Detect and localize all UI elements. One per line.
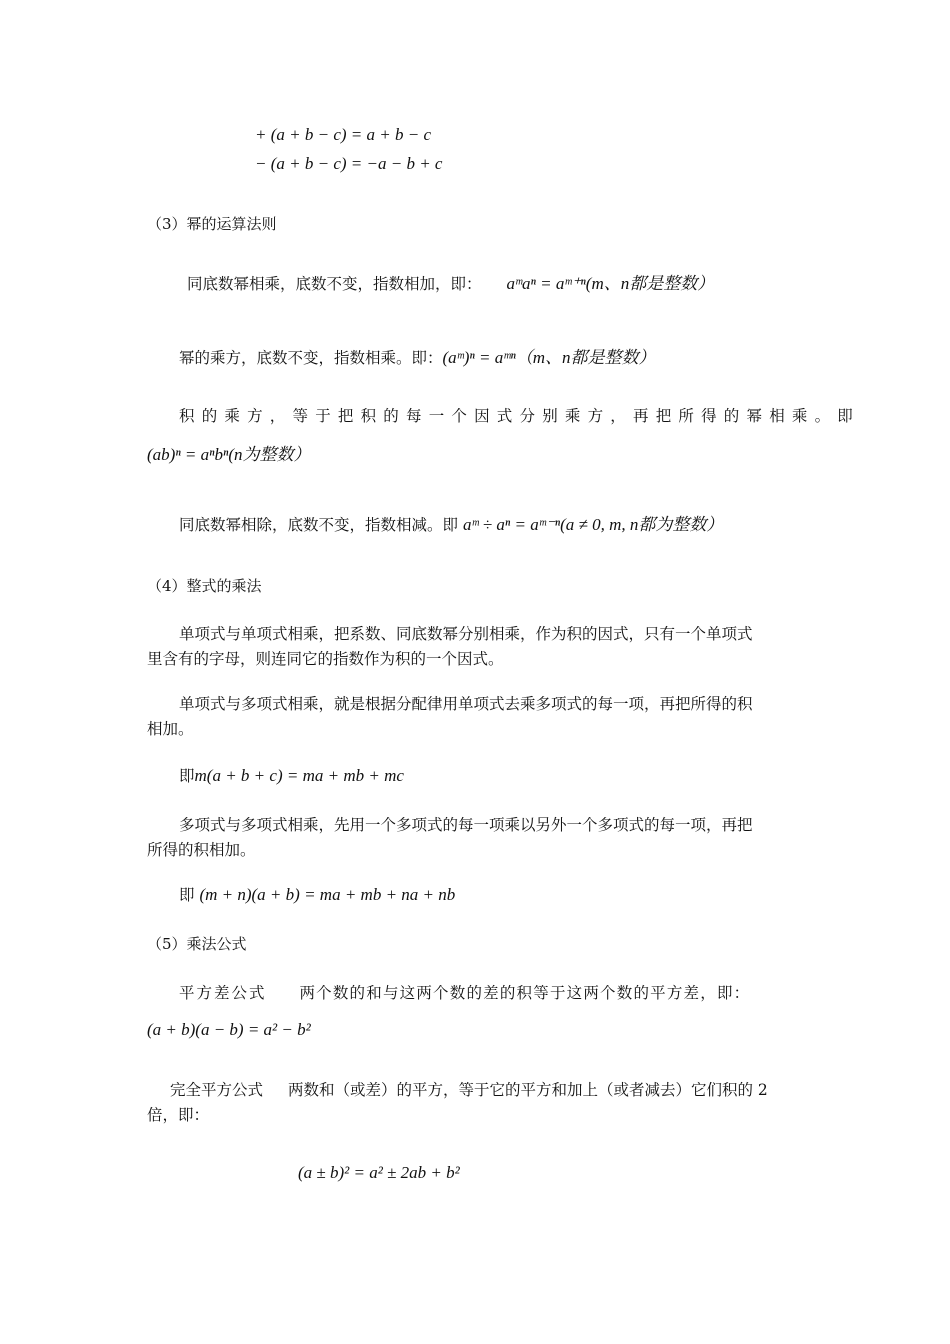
rule-formula: (aᵐ)ⁿ = aᵐⁿ（m、n都是整数） <box>442 348 656 367</box>
difference-of-squares-text <box>179 982 750 1004</box>
rule-formula: aᵐaⁿ = aᵐ⁺ⁿ(m、n都是整数） <box>506 274 715 293</box>
rule-text: 同底数幂相乘，底数不变，指数相加，即： <box>187 275 482 293</box>
formula-prefix: 即 <box>179 767 195 785</box>
paragraph-line: 所得的积相加。 <box>147 841 256 859</box>
perfect-square-text-continued: 倍，即： <box>147 1106 210 1124</box>
paragraph-line: 单项式与单项式相乘，把系数、同底数幂分别相乘，作为积的因式，只有一个单项式 <box>179 625 753 643</box>
section-3-heading: （3）幂的运算法则 <box>147 215 277 233</box>
paragraph-monomial-monomial <box>147 622 807 672</box>
rule-same-base-divide <box>179 514 723 536</box>
formula-minus-parenthesis: − (a + b − c) = −a − b + c <box>255 154 443 173</box>
rule-text: 同底数幂相除，底数不变，指数相减。即 <box>179 516 459 534</box>
perfect-square-text <box>170 1079 768 1101</box>
paragraph-monomial-polynomial <box>147 692 807 742</box>
rule-text: 幂的乘方，底数不变，指数相乘。即： <box>179 349 443 367</box>
rule-power-of-power <box>179 347 655 369</box>
formula-body: m(a + b + c) = ma + mb + mc <box>194 766 404 785</box>
rule-same-base-multiply <box>187 273 714 295</box>
paragraph-line: 单项式与多项式相乘，就是根据分配律用单项式去乘多项式的每一项，再把所得的积 <box>179 695 753 713</box>
difference-of-squares-formula: (a + b)(a − b) = a² − b² <box>147 1020 311 1039</box>
paragraph-polynomial-polynomial <box>147 813 807 863</box>
formula-plus-parenthesis: + (a + b − c) = a + b − c <box>255 125 431 144</box>
formula-distributive <box>179 765 404 787</box>
paragraph-line: 多项式与多项式相乘，先用一个多项式的每一项乘以另外一个多项式的每一项，再把 <box>179 816 753 834</box>
section-4-heading: （4）整式的乘法 <box>147 577 262 595</box>
formula-name: 完全平方公式 <box>170 1081 264 1099</box>
paragraph-line: 里含有的字母，则连同它的指数作为积的一个因式。 <box>147 650 504 668</box>
paragraph-line: 相加。 <box>147 720 194 738</box>
rule-power-of-product-text: 积的乘方，等于把积的每一个因式分别乘方，再把所得的幂相乘。即 <box>179 407 861 425</box>
section-5-heading: （5）乘法公式 <box>147 935 247 953</box>
formula-description: 两数和（或差）的平方，等于它的平方和加上（或者减去）它们积的 2 <box>287 1081 768 1099</box>
formula-name: 平方差公式 <box>179 984 267 1002</box>
perfect-square-formula: (a ± b)² = a² ± 2ab + b² <box>298 1163 460 1182</box>
formula-prefix: 即 <box>179 886 195 904</box>
rule-formula: aᵐ ÷ aⁿ = aᵐ⁻ⁿ(a ≠ 0, m, n都为整数） <box>462 515 724 534</box>
formula-polynomial-product <box>179 884 455 906</box>
formula-body: (m + n)(a + b) = ma + mb + na + nb <box>199 885 456 904</box>
rule-power-of-product-formula: (ab)ⁿ = aⁿbⁿ(n为整数） <box>147 445 311 464</box>
formula-description: 两个数的和与这两个数的差的积等于这两个数的平方差，即： <box>299 984 751 1002</box>
